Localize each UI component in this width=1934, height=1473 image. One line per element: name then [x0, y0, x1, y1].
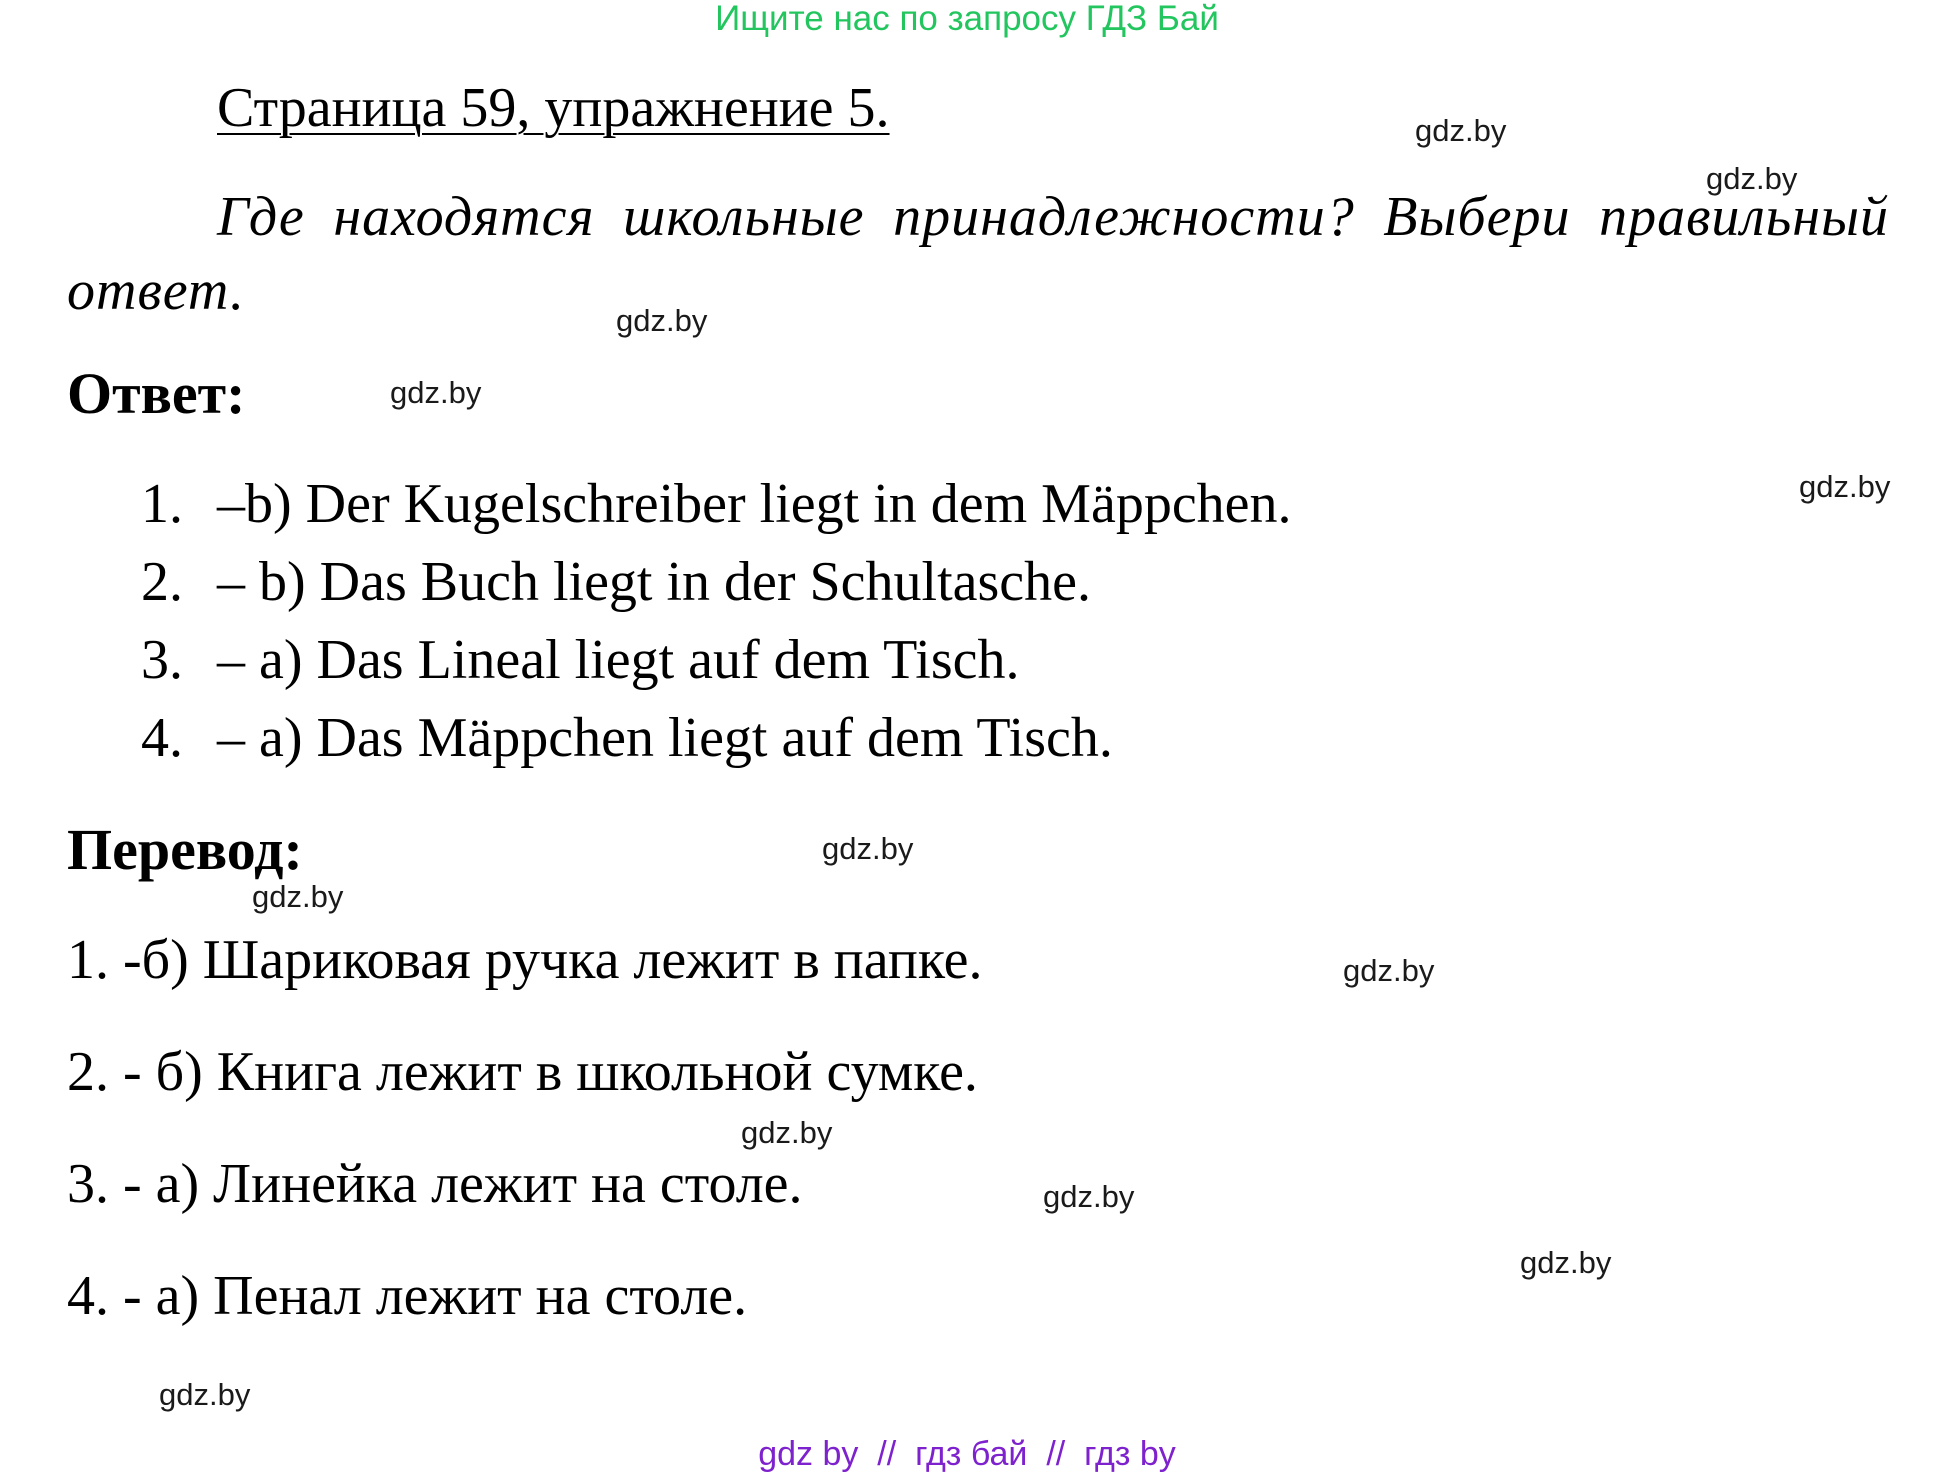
page-title: Страница 59, упражнение 5. — [217, 77, 890, 139]
answer-item-text: –b) Der Kugelschreiber liegt in dem Mäppchen. — [217, 473, 1292, 535]
translation-item: 2. - б) Книга лежит в школьной сумке. — [67, 1041, 978, 1103]
answer-heading: Ответ: — [67, 361, 246, 426]
watermark: gdz.by — [1706, 161, 1798, 196]
watermark: gdz.by — [1343, 953, 1435, 988]
task-text: Где находятся школьные принадлежности? Выбери правильный ответ. — [67, 186, 1889, 322]
watermark: gdz.by — [741, 1115, 833, 1150]
translation-item: 4. - а) Пенал лежит на столе. — [67, 1265, 748, 1327]
watermark: gdz.by — [616, 303, 708, 338]
answer-item-text: – b) Das Buch liegt in der Schultasche. — [217, 551, 1092, 613]
answer-item-text: – a) Das Mäppchen liegt auf dem Tisch. — [217, 707, 1113, 769]
answer-item-number: 2. — [141, 551, 183, 613]
watermark: gdz.by — [252, 879, 344, 914]
answer-item-number: 1. — [141, 473, 183, 535]
watermark: gdz.by — [1520, 1245, 1612, 1280]
watermark: gdz.by — [1415, 113, 1507, 148]
translation-heading: Перевод: — [67, 817, 303, 882]
watermark: gdz.by — [390, 375, 482, 410]
watermark: gdz.by — [1799, 469, 1891, 504]
answer-item-number: 3. — [141, 629, 183, 691]
answer-item-text: – a) Das Lineal liegt auf dem Tisch. — [217, 629, 1020, 691]
watermark: gdz.by — [1043, 1179, 1135, 1214]
translation-item: 3. - а) Линейка лежит на столе. — [67, 1153, 803, 1215]
translation-item: 1. -б) Шариковая ручка лежит в папке. — [67, 929, 983, 991]
watermark: gdz.by — [159, 1377, 251, 1412]
footer-watermark: gdz by // гдз бай // гдз by — [758, 1435, 1176, 1473]
watermark: gdz.by — [822, 831, 914, 866]
search-banner: Ищите нас по запросу ГДЗ Бай — [715, 0, 1219, 38]
answer-item-number: 4. — [141, 707, 183, 769]
